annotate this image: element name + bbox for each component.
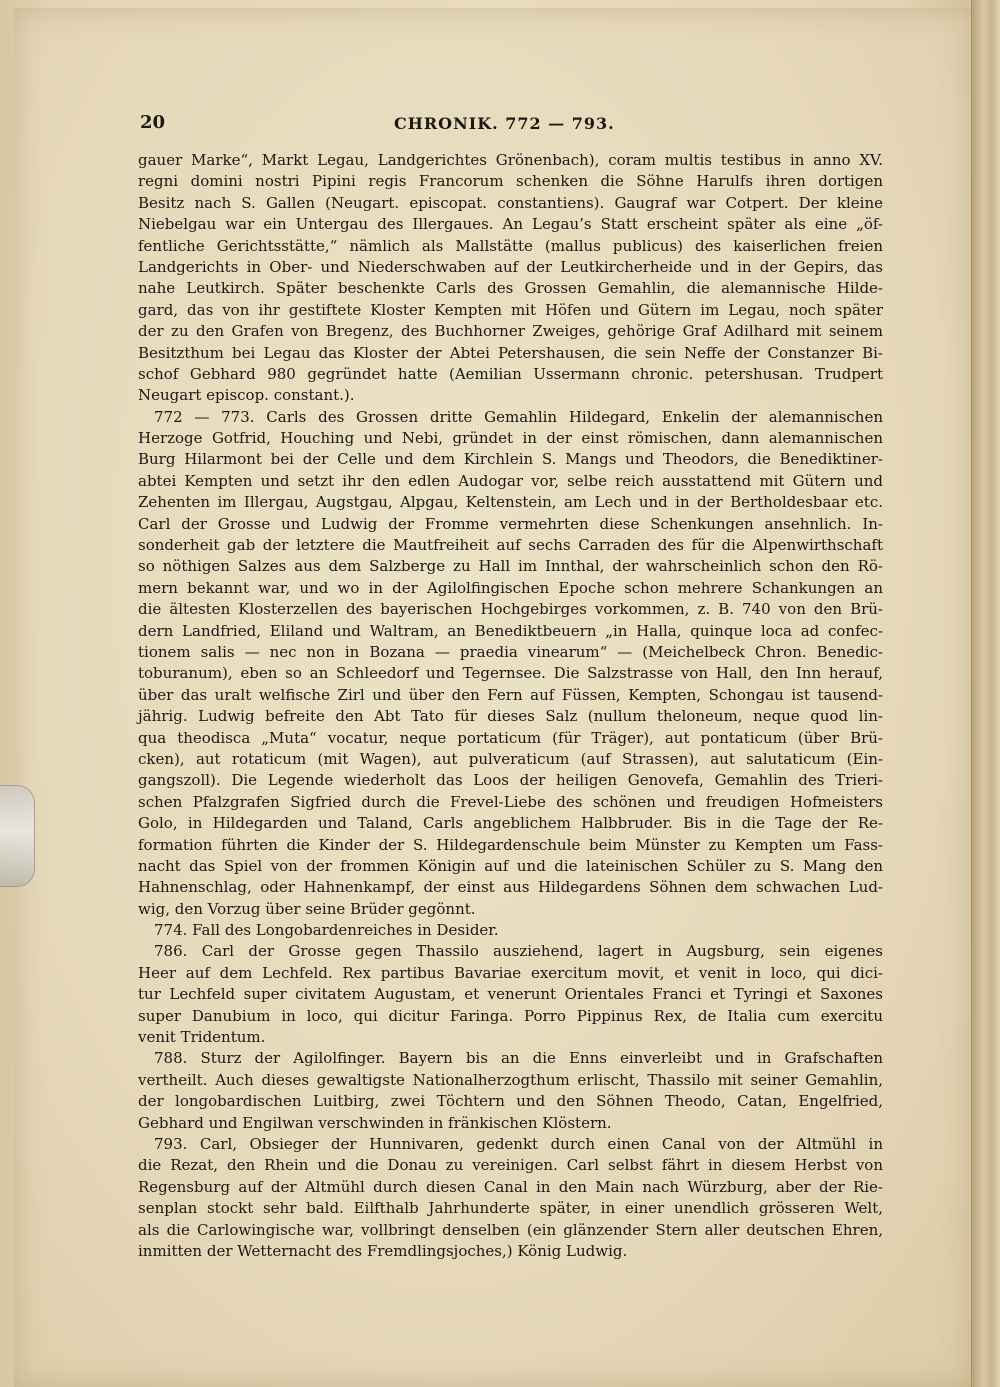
text-line: über das uralt welfische Zirl und über den Fern auf Füssen, Kempten, Schongau ist tausend-	[138, 685, 883, 704]
text-line: nacht das Spiel von der frommen Königin auf und die lateinischen Schüler zu S. Mang den	[138, 856, 883, 875]
text-line: gangszoll). Die Legende wiederholt das Loos der heiligen Genovefa, Gemahlin des Trieri-	[138, 771, 883, 790]
text-line: gard, das von ihr gestiftete Kloster Kempten mit Höfen und Gütern im Legau, noch später	[138, 300, 883, 319]
text-line: Neugart episcop. constant.).	[138, 386, 355, 405]
text-line: Herzoge Gotfrid, Houching und Nebi, gründet in der einst römischen, dann alemannischen	[138, 429, 883, 448]
text-line: 788. Sturz der Agilolfinger. Bayern bis an die Enns einverleibt und in Grafschaften	[154, 1049, 883, 1068]
text-line: der zu den Grafen von Bregenz, des Buchhorner Zweiges, gehörige Graf Adilhard mit seinem	[138, 322, 883, 341]
text-line: schen Pfalzgrafen Sigfried durch die Frevel-Liebe des schönen und freudigen Hofmeisters	[138, 792, 883, 811]
text-line: sonderheit gab der letztere die Mautfreiheit auf sechs Carraden des für die Alpenwirthschaft	[138, 536, 883, 555]
text-line: senplan stockt sehr bald. Eilfthalb Jahrhunderte später, in einer unendlich grösseren Welt,	[138, 1199, 883, 1218]
text-line: toburanum), eben so an Schleedorf und Tegernsee. Die Salzstrasse von Hall, den Inn herauf,	[138, 664, 883, 683]
page-number: 20	[140, 112, 166, 133]
text-line: cken), aut rotaticum (mit Wagen), aut pulveraticum (auf Strassen), aut salutaticum (Ein-	[138, 749, 883, 768]
text-line: der longobardischen Luitbirg, zwei Töchtern und den Söhnen Theodo, Catan, Engelfried,	[138, 1092, 883, 1111]
text-line: als die Carlowingische war, vollbringt denselben (ein glänzender Stern aller deutschen Ehren,	[138, 1220, 883, 1239]
page-header	[140, 112, 880, 138]
text-line: nahe Leutkirch. Später beschenkte Carls des Grossen Gemahlin, die alemannische Hilde-	[138, 279, 883, 298]
text-line: Golo, in Hildegarden und Taland, Carls angeblichem Halbbruder. Bis in die Tage der Re-	[138, 814, 883, 833]
text-line: qua theodisca „Muta“ vocatur, neque portaticum (für Träger), aut pontaticum (über Brü-	[138, 728, 883, 747]
text-line: gauer Marke“, Markt Legau, Landgerichtes Grönenbach), coram multis testibus in anno XV.	[138, 151, 883, 169]
text-line: 786. Carl der Grosse gegen Thassilo ausziehend, lagert in Augsburg, sein eigenes	[154, 942, 883, 961]
text-line: abtei Kempten und setzt ihr den edlen Audogar vor, selbe reich ausstattend mit Gütern und	[138, 471, 883, 490]
text-line: mern bekannt war, und wo in der Agilolfingischen Epoche schon mehrere Schankungen an	[138, 578, 883, 597]
text-line: so nöthigen Salzes aus dem Salzberge zu Hall im Innthal, der wahrscheinlich schon den Rö-	[138, 557, 883, 576]
text-line: Burg Hilarmont bei der Celle und dem Kirchlein S. Mangs und Theodors, die Benediktiner-	[138, 450, 883, 469]
text-line: Hahnenschlag, oder Hahnenkampf, der einst aus Hildegardens Söhnen dem schwachen Lud-	[138, 878, 883, 897]
text-line: venit Tridentum.	[138, 1028, 266, 1047]
text-line: tur Lechfeld super civitatem Augustam, et venerunt Orientales Franci et Tyringi et Saxones	[138, 985, 883, 1004]
text-line: 793. Carl, Obsieger der Hunnivaren, gedenkt durch einen Canal von der Altmühl in	[154, 1134, 883, 1153]
text-line: Landgerichts in Ober- und Niederschwaben auf der Leutkircherheide und in der Gepirs, das	[138, 257, 883, 276]
text-line: inmitten der Wetternacht des Fremdlingsjoches,) König Ludwig.	[138, 1241, 628, 1260]
text-line: Heer auf dem Lechfeld. Rex partibus Bavariae exercitum movit, et venit in loco, qui dici-	[138, 963, 883, 982]
text-line: regni domini nostri Pipini regis Francorum schenken die Söhne Harulfs ihren dortigen	[138, 172, 883, 191]
text-line: Zehenten im Illergau, Augstgau, Alpgau, Keltenstein, am Lech und in der Bertholdesbaar etc.	[138, 493, 883, 512]
text-line: die Rezat, den Rhein und die Donau zu vereinigen. Carl selbst fährt in diesem Herbst von	[138, 1156, 883, 1175]
page-edge	[971, 0, 1000, 1387]
text-line: dern Landfried, Eliland und Waltram, an Benediktbeuern „in Halla, quinque loca ad confec-	[138, 621, 883, 640]
text-line: 772 — 773. Carls des Grossen dritte Gemahlin Hildegard, Enkelin der alemannischen	[154, 407, 883, 426]
text-line: die ältesten Klosterzellen des bayerischen Hochgebirges vorkommen, z. B. 740 von den Brü-	[138, 600, 883, 619]
text-line: Niebelgau war ein Untergau des Illergaues. An Legau’s Statt erscheint später als eine „öf-	[138, 215, 883, 234]
page-clip	[0, 785, 35, 887]
text-line: tionem salis — nec non in Bozana — praedia vinearum“ — (Meichelbeck Chron. Benedic-	[138, 642, 883, 661]
text-line: Besitz nach S. Gallen (Neugart. episcopat. constantiens). Gaugraf war Cotpert. Der kleine	[138, 193, 883, 212]
text-line: formation führten die Kinder der S. Hildegardenschule beim Münster zu Kempten um Fass-	[138, 835, 883, 854]
text-line: Gebhard und Engilwan verschwinden in fränkischen Klöstern.	[138, 1113, 612, 1132]
text-line: jährig. Ludwig befreite den Abt Tato für dieses Salz (nullum theloneum, neque quod lin-	[138, 707, 883, 726]
text-line: Regensburg auf der Altmühl durch diesen Canal in den Main nach Würzburg, aber der Rie-	[138, 1177, 883, 1196]
text-line: 774. Fall des Longobardenreiches in Desider.	[154, 921, 499, 940]
text-line: wig, den Vorzug über seine Brüder gegönnt.	[138, 899, 476, 918]
text-line: Carl der Grosse und Ludwig der Fromme vermehrten diese Schenkungen ansehnlich. In-	[138, 514, 883, 533]
text-line: vertheilt. Auch dieses gewaltigste Nationalherzogthum erlischt, Thassilo mit seiner Gemahlin,	[138, 1070, 883, 1089]
text-line: fentliche Gerichtsstätte,“ nämlich als Mallstätte (mallus publicus) des kaiserlichen freien	[138, 236, 883, 255]
text-line: super Danubium in loco, qui dicitur Faringa. Porro Pippinus Rex, de Italia cum exercitu	[138, 1006, 883, 1025]
running-head: CHRONIK. 772 — 793.	[394, 114, 615, 133]
body-text	[138, 150, 883, 1262]
text-line: schof Gebhard 980 gegründet hatte (Aemilian Ussermann chronic. petershusan. Trudpert	[138, 364, 883, 383]
text-line: Besitzthum bei Legau das Kloster der Abtei Petershausen, die sein Neffe der Constanzer Bi-	[138, 343, 883, 362]
